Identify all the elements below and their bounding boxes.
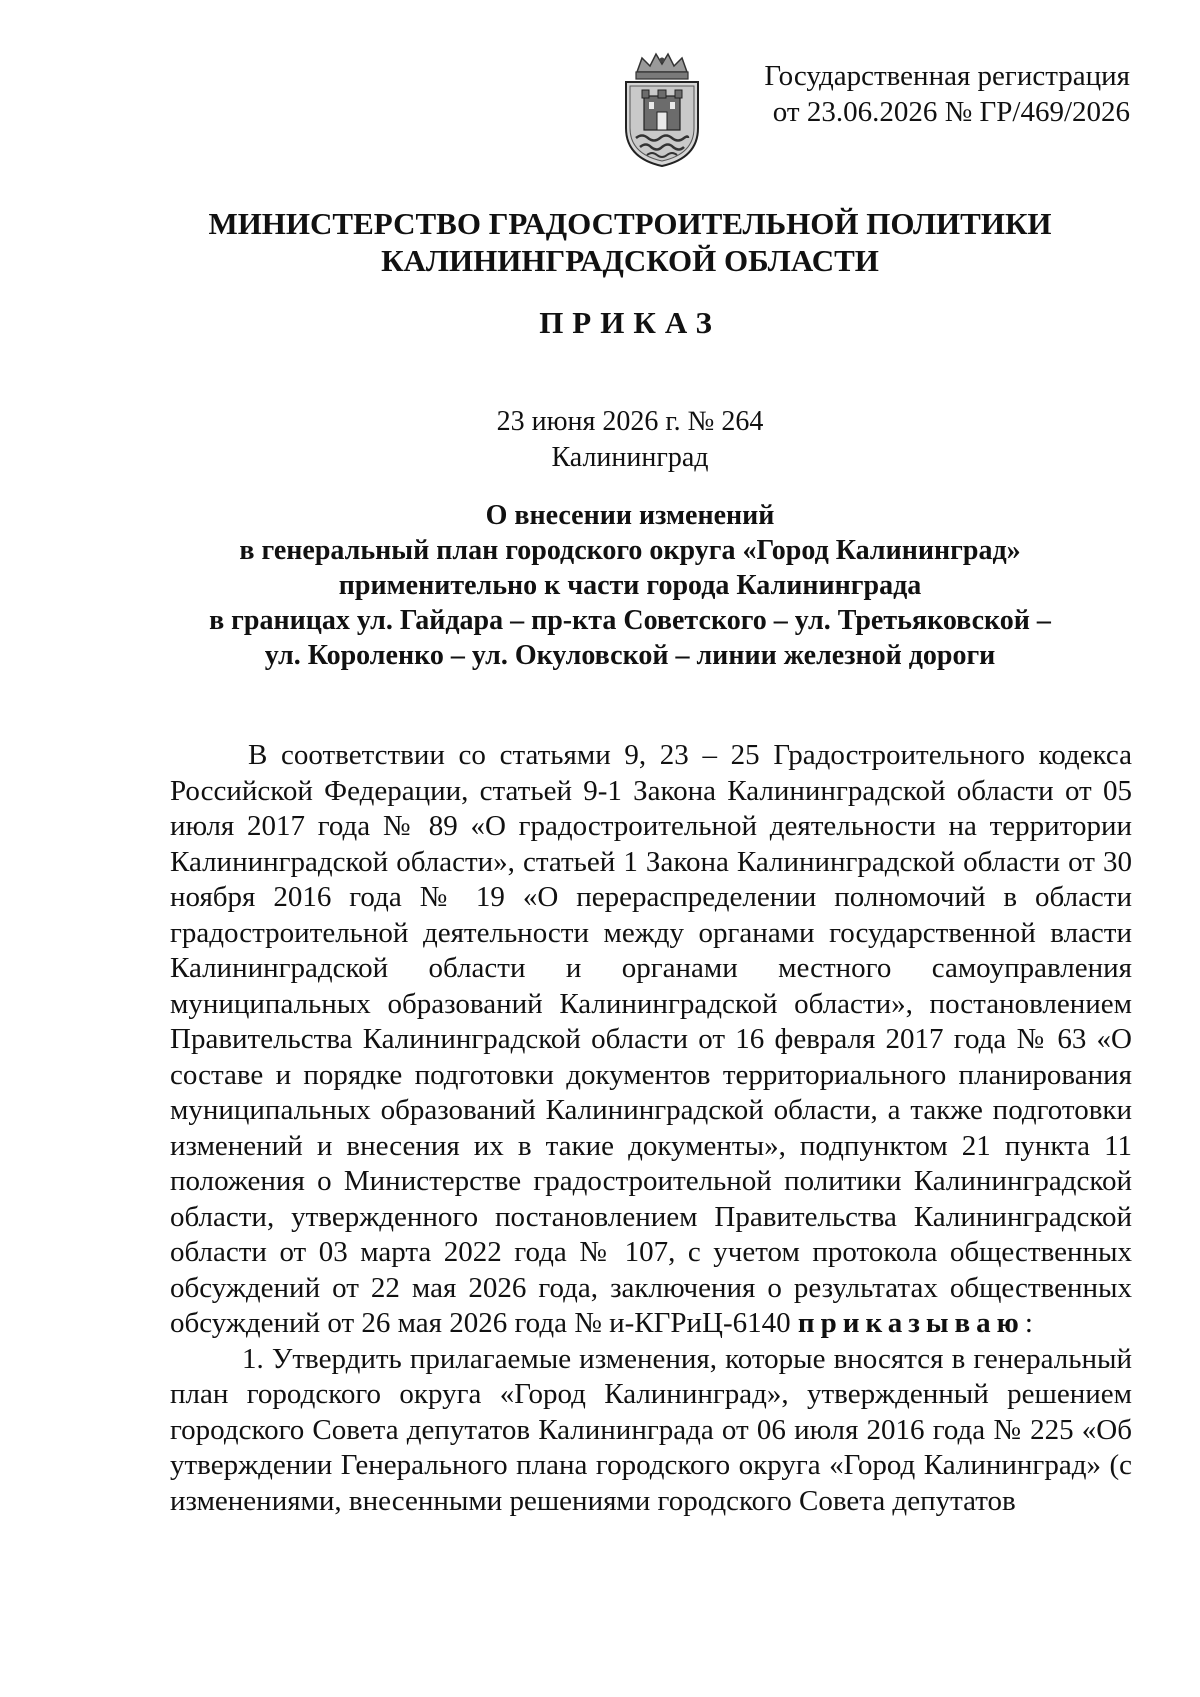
item-1-paragraph: 1. Утвердить прилагаемые изменения, которые вносятся в генеральный план городского округа «Город Калининград», утвержденный решением городского Совета депутатов Калининграда от 06 июля 2016 года № 225 «Об утверждении Генерального плана городского округа «Город Калининград» (с изменениями, внесенными решениями городского Совета депутатов bbox=[170, 1342, 1132, 1517]
document-type-title: ПРИКАЗ bbox=[539, 305, 721, 340]
preamble-paragraph bbox=[170, 738, 1132, 1342]
registration-line-2: от 23.06.2026 № ГР/469/2026 bbox=[772, 96, 1130, 128]
ministry-line-2: КАЛИНИНГРАДСКОЙ ОБЛАСТИ bbox=[381, 243, 879, 278]
preamble-text: В соответствии со статьями 9, 23 – 25 Градостроительного кодекса Российской Федерации, статьей 9-1 Закона Калининградской области от 05 июля 2017 года № 89 «О градостроительной деятельности на территории Калининградской области», статьей 1 Закона Калининградской области от 30 ноября 2016 года № 19 «О перераспределении полномочий в области градостроительной деятельности между органами государственной власти Калининградской области и органами местного самоуправления муниципальных образований Калининградской области», постановлением Правительства Калининградской области от 16 февраля 2017 года № 63 «О составе и порядке подготовки документов территориального планирования муниципальных образований Калининградской области, а также подготовки изменений и внесения их в такие документы», подпунктом 21 пункта 11 положения о Министерстве градостроительной политики Калининградской области, утвержденного постановлением Правительства Калининградской области от 03 марта 2022 года № 107, с учетом протокола общественных обсуждений от 22 мая 2026 года, заключения о результатах общественных обсуждений от 26 мая 2026 года № и-КГРиЦ-6140 bbox=[170, 739, 1132, 1339]
order-body bbox=[170, 738, 1132, 1519]
order-date-number: 23 июня 2026 г. № 264 bbox=[496, 406, 764, 437]
subject-line-1: О внесении изменений bbox=[485, 500, 775, 531]
subject-line-5: ул. Короленко – ул. Окуловской – линии железной дороги bbox=[264, 640, 996, 671]
decree-word: приказываю bbox=[797, 1307, 1025, 1339]
ministry-line-1: МИНИСТЕРСТВО ГРАДОСТРОИТЕЛЬНОЙ ПОЛИТИКИ bbox=[208, 206, 1052, 241]
order-subject bbox=[150, 498, 1110, 673]
decree-colon: : bbox=[1024, 1307, 1033, 1339]
registration-line-1: Государственная регистрация bbox=[764, 60, 1130, 92]
subject-line-2: в генеральный план городского округа «Город Калининград» bbox=[239, 535, 1021, 566]
order-city: Калининград bbox=[551, 442, 709, 473]
registration-stamp bbox=[760, 58, 1130, 130]
subject-line-4: в границах ул. Гайдара – пр-кта Советского – ул. Третьяковской – bbox=[209, 605, 1051, 636]
order-date-block bbox=[200, 404, 1060, 476]
subject-line-3: применительно к части города Калининграда bbox=[338, 570, 922, 601]
kaliningrad-coat-of-arms-icon bbox=[612, 50, 712, 170]
ministry-name bbox=[200, 205, 1060, 279]
